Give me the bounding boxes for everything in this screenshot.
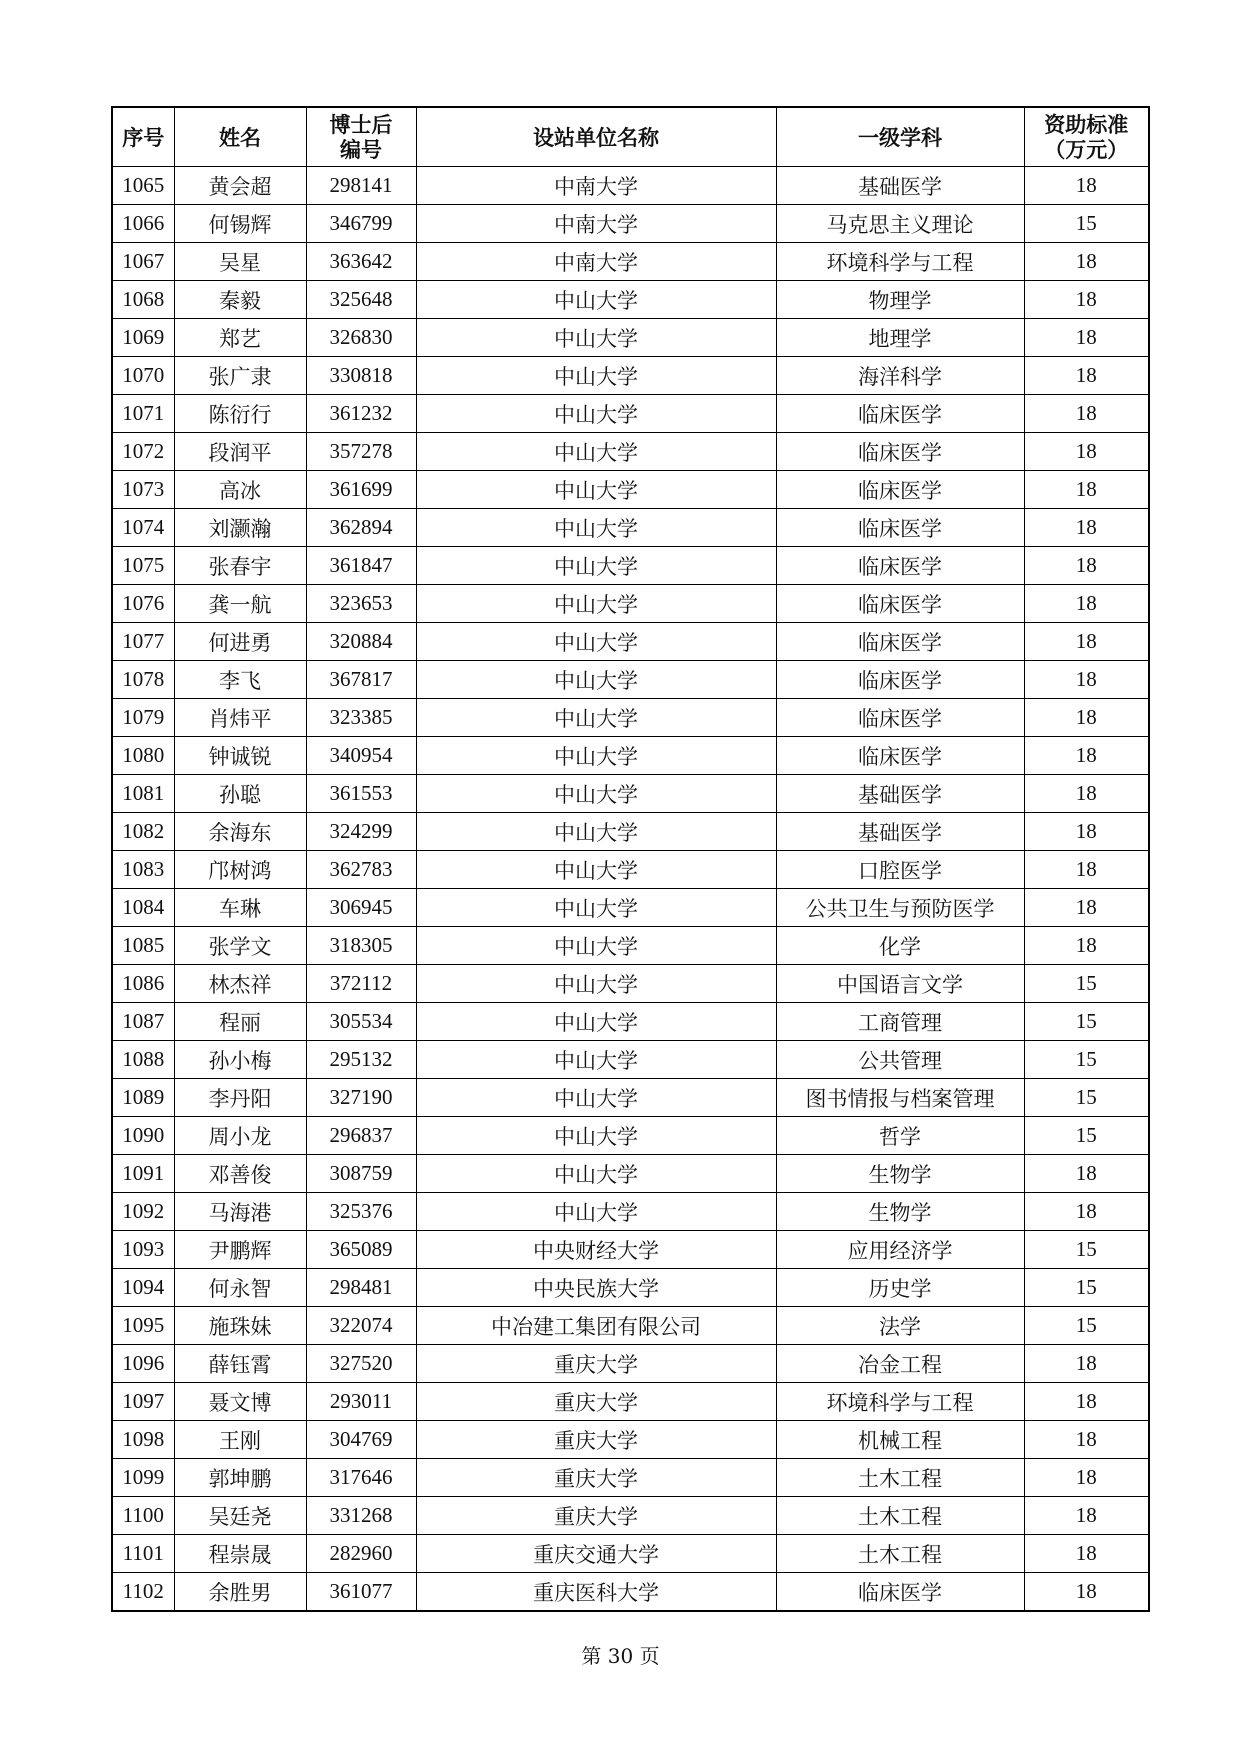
- cell-discipline: 临床医学: [776, 433, 1024, 471]
- cell-postdoc-id: 331268: [306, 1497, 416, 1535]
- cell-seq: 1099: [112, 1459, 174, 1497]
- cell-name: 林杰祥: [174, 965, 306, 1003]
- cell-funding: 18: [1024, 1383, 1149, 1421]
- cell-name: 吴星: [174, 243, 306, 281]
- cell-postdoc-id: 320884: [306, 623, 416, 661]
- cell-seq: 1102: [112, 1573, 174, 1612]
- table-row: [112, 623, 1149, 661]
- cell-unit: 中山大学: [416, 927, 776, 965]
- table-row: [112, 205, 1149, 243]
- cell-funding: 18: [1024, 1459, 1149, 1497]
- table-row: [112, 319, 1149, 357]
- cell-name: 刘灏瀚: [174, 509, 306, 547]
- cell-name: 余胜男: [174, 1573, 306, 1612]
- cell-unit: 中山大学: [416, 851, 776, 889]
- cell-postdoc-id: 361077: [306, 1573, 416, 1612]
- table-body: [112, 167, 1149, 1612]
- cell-unit: 中山大学: [416, 281, 776, 319]
- cell-unit: 重庆大学: [416, 1459, 776, 1497]
- cell-seq: 1073: [112, 471, 174, 509]
- cell-funding: 18: [1024, 737, 1149, 775]
- cell-postdoc-id: 340954: [306, 737, 416, 775]
- table-row: [112, 927, 1149, 965]
- cell-unit: 中山大学: [416, 319, 776, 357]
- cell-name: 李丹阳: [174, 1079, 306, 1117]
- cell-funding: 18: [1024, 585, 1149, 623]
- cell-postdoc-id: 327520: [306, 1345, 416, 1383]
- cell-unit: 中山大学: [416, 509, 776, 547]
- header-unit: 设站单位名称: [416, 107, 776, 167]
- cell-seq: 1087: [112, 1003, 174, 1041]
- cell-discipline: 临床医学: [776, 1573, 1024, 1612]
- cell-funding: 18: [1024, 889, 1149, 927]
- cell-seq: 1083: [112, 851, 174, 889]
- table-row: [112, 547, 1149, 585]
- cell-unit: 中山大学: [416, 1003, 776, 1041]
- cell-unit: 中山大学: [416, 623, 776, 661]
- cell-discipline: 物理学: [776, 281, 1024, 319]
- cell-name: 车琳: [174, 889, 306, 927]
- cell-discipline: 临床医学: [776, 737, 1024, 775]
- cell-name: 孙聪: [174, 775, 306, 813]
- cell-seq: 1086: [112, 965, 174, 1003]
- postdoc-funding-table: [111, 106, 1150, 1612]
- cell-seq: 1097: [112, 1383, 174, 1421]
- cell-seq: 1065: [112, 167, 174, 205]
- header-funding: 资助标准（万元）: [1024, 107, 1149, 167]
- header-postdoc-id: 博士后编号: [306, 107, 416, 167]
- cell-unit: 中山大学: [416, 1193, 776, 1231]
- table-row: [112, 1193, 1149, 1231]
- cell-postdoc-id: 361232: [306, 395, 416, 433]
- cell-seq: 1070: [112, 357, 174, 395]
- cell-funding: 15: [1024, 965, 1149, 1003]
- cell-name: 郑艺: [174, 319, 306, 357]
- cell-unit: 中山大学: [416, 813, 776, 851]
- cell-discipline: 化学: [776, 927, 1024, 965]
- cell-funding: 18: [1024, 661, 1149, 699]
- cell-postdoc-id: 357278: [306, 433, 416, 471]
- cell-discipline: 工商管理: [776, 1003, 1024, 1041]
- cell-postdoc-id: 282960: [306, 1535, 416, 1573]
- cell-discipline: 临床医学: [776, 585, 1024, 623]
- cell-postdoc-id: 324299: [306, 813, 416, 851]
- cell-postdoc-id: 325376: [306, 1193, 416, 1231]
- cell-discipline: 基础医学: [776, 775, 1024, 813]
- cell-discipline: 冶金工程: [776, 1345, 1024, 1383]
- table-row: [112, 1573, 1149, 1612]
- cell-name: 段润平: [174, 433, 306, 471]
- cell-discipline: 临床医学: [776, 395, 1024, 433]
- table-row: [112, 471, 1149, 509]
- cell-seq: 1088: [112, 1041, 174, 1079]
- cell-postdoc-id: 308759: [306, 1155, 416, 1193]
- cell-discipline: 法学: [776, 1307, 1024, 1345]
- cell-funding: 18: [1024, 775, 1149, 813]
- cell-discipline: 历史学: [776, 1269, 1024, 1307]
- cell-discipline: 应用经济学: [776, 1231, 1024, 1269]
- cell-funding: 18: [1024, 699, 1149, 737]
- cell-unit: 中山大学: [416, 1117, 776, 1155]
- table-row: [112, 281, 1149, 319]
- cell-funding: 18: [1024, 1193, 1149, 1231]
- cell-discipline: 生物学: [776, 1193, 1024, 1231]
- cell-seq: 1080: [112, 737, 174, 775]
- cell-funding: 18: [1024, 1155, 1149, 1193]
- cell-postdoc-id: 323385: [306, 699, 416, 737]
- cell-seq: 1077: [112, 623, 174, 661]
- cell-postdoc-id: 361699: [306, 471, 416, 509]
- table-row: [112, 965, 1149, 1003]
- cell-name: 周小龙: [174, 1117, 306, 1155]
- cell-funding: 15: [1024, 1117, 1149, 1155]
- cell-name: 何永智: [174, 1269, 306, 1307]
- cell-discipline: 临床医学: [776, 623, 1024, 661]
- cell-name: 张学文: [174, 927, 306, 965]
- table-row: [112, 357, 1149, 395]
- cell-funding: 18: [1024, 1421, 1149, 1459]
- cell-postdoc-id: 306945: [306, 889, 416, 927]
- cell-postdoc-id: 295132: [306, 1041, 416, 1079]
- cell-unit: 中山大学: [416, 1041, 776, 1079]
- cell-discipline: 公共卫生与预防医学: [776, 889, 1024, 927]
- cell-funding: 15: [1024, 1079, 1149, 1117]
- table-row: [112, 243, 1149, 281]
- cell-unit: 中山大学: [416, 471, 776, 509]
- table-row: [112, 1231, 1149, 1269]
- cell-postdoc-id: 362894: [306, 509, 416, 547]
- cell-discipline: 海洋科学: [776, 357, 1024, 395]
- cell-unit: 中南大学: [416, 167, 776, 205]
- cell-unit: 中南大学: [416, 243, 776, 281]
- table-row: [112, 1041, 1149, 1079]
- cell-seq: 1093: [112, 1231, 174, 1269]
- cell-unit: 重庆交通大学: [416, 1535, 776, 1573]
- cell-unit: 重庆大学: [416, 1421, 776, 1459]
- cell-funding: 18: [1024, 623, 1149, 661]
- cell-seq: 1096: [112, 1345, 174, 1383]
- cell-unit: 中山大学: [416, 965, 776, 1003]
- cell-funding: 18: [1024, 357, 1149, 395]
- cell-discipline: 临床医学: [776, 471, 1024, 509]
- cell-seq: 1071: [112, 395, 174, 433]
- table-row: [112, 889, 1149, 927]
- cell-seq: 1092: [112, 1193, 174, 1231]
- cell-funding: 18: [1024, 851, 1149, 889]
- cell-name: 王刚: [174, 1421, 306, 1459]
- cell-seq: 1082: [112, 813, 174, 851]
- cell-postdoc-id: 361553: [306, 775, 416, 813]
- table-row: [112, 1535, 1149, 1573]
- cell-postdoc-id: 372112: [306, 965, 416, 1003]
- cell-name: 吴廷尧: [174, 1497, 306, 1535]
- cell-postdoc-id: 317646: [306, 1459, 416, 1497]
- cell-postdoc-id: 322074: [306, 1307, 416, 1345]
- cell-name: 施珠妹: [174, 1307, 306, 1345]
- cell-name: 何锡辉: [174, 205, 306, 243]
- cell-postdoc-id: 363642: [306, 243, 416, 281]
- cell-name: 高冰: [174, 471, 306, 509]
- table-row: [112, 661, 1149, 699]
- table-row: [112, 1079, 1149, 1117]
- cell-funding: 18: [1024, 433, 1149, 471]
- cell-unit: 重庆大学: [416, 1383, 776, 1421]
- cell-discipline: 哲学: [776, 1117, 1024, 1155]
- table-row: [112, 775, 1149, 813]
- cell-funding: 15: [1024, 1269, 1149, 1307]
- cell-seq: 1068: [112, 281, 174, 319]
- cell-seq: 1101: [112, 1535, 174, 1573]
- table-row: [112, 1155, 1149, 1193]
- cell-name: 李飞: [174, 661, 306, 699]
- cell-seq: 1074: [112, 509, 174, 547]
- cell-postdoc-id: 305534: [306, 1003, 416, 1041]
- cell-name: 邓善俊: [174, 1155, 306, 1193]
- cell-postdoc-id: 293011: [306, 1383, 416, 1421]
- table-row: [112, 1497, 1149, 1535]
- cell-postdoc-id: 304769: [306, 1421, 416, 1459]
- cell-name: 张广隶: [174, 357, 306, 395]
- cell-postdoc-id: 346799: [306, 205, 416, 243]
- cell-postdoc-id: 327190: [306, 1079, 416, 1117]
- cell-seq: 1091: [112, 1155, 174, 1193]
- cell-discipline: 基础医学: [776, 813, 1024, 851]
- cell-funding: 18: [1024, 1535, 1149, 1573]
- table-row: [112, 1459, 1149, 1497]
- cell-discipline: 机械工程: [776, 1421, 1024, 1459]
- cell-name: 尹鹏辉: [174, 1231, 306, 1269]
- cell-unit: 中山大学: [416, 1079, 776, 1117]
- cell-postdoc-id: 298141: [306, 167, 416, 205]
- cell-postdoc-id: 325648: [306, 281, 416, 319]
- cell-postdoc-id: 298481: [306, 1269, 416, 1307]
- cell-postdoc-id: 296837: [306, 1117, 416, 1155]
- cell-discipline: 土木工程: [776, 1535, 1024, 1573]
- table-row: [112, 395, 1149, 433]
- cell-unit: 中山大学: [416, 661, 776, 699]
- cell-unit: 中山大学: [416, 699, 776, 737]
- cell-unit: 中山大学: [416, 395, 776, 433]
- cell-discipline: 中国语言文学: [776, 965, 1024, 1003]
- cell-discipline: 临床医学: [776, 661, 1024, 699]
- cell-funding: 18: [1024, 927, 1149, 965]
- cell-funding: 18: [1024, 1497, 1149, 1535]
- cell-seq: 1090: [112, 1117, 174, 1155]
- cell-postdoc-id: 367817: [306, 661, 416, 699]
- table-header-row: [112, 107, 1149, 167]
- cell-name: 黄会超: [174, 167, 306, 205]
- cell-funding: 18: [1024, 281, 1149, 319]
- roster-sheet: [111, 106, 1148, 1612]
- cell-funding: 15: [1024, 1231, 1149, 1269]
- cell-postdoc-id: 361847: [306, 547, 416, 585]
- cell-discipline: 基础医学: [776, 167, 1024, 205]
- cell-unit: 中央财经大学: [416, 1231, 776, 1269]
- cell-name: 邝树鸿: [174, 851, 306, 889]
- table-row: [112, 699, 1149, 737]
- cell-unit: 重庆大学: [416, 1345, 776, 1383]
- table-row: [112, 813, 1149, 851]
- cell-funding: 18: [1024, 319, 1149, 357]
- cell-postdoc-id: 365089: [306, 1231, 416, 1269]
- cell-postdoc-id: 362783: [306, 851, 416, 889]
- table-row: [112, 1003, 1149, 1041]
- cell-name: 秦毅: [174, 281, 306, 319]
- cell-discipline: 土木工程: [776, 1497, 1024, 1535]
- table-row: [112, 737, 1149, 775]
- cell-funding: 18: [1024, 395, 1149, 433]
- header-discipline: 一级学科: [776, 107, 1024, 167]
- table-row: [112, 1307, 1149, 1345]
- cell-seq: 1067: [112, 243, 174, 281]
- table-row: [112, 1117, 1149, 1155]
- cell-funding: 18: [1024, 813, 1149, 851]
- cell-funding: 18: [1024, 1573, 1149, 1612]
- cell-postdoc-id: 318305: [306, 927, 416, 965]
- cell-discipline: 临床医学: [776, 547, 1024, 585]
- cell-discipline: 土木工程: [776, 1459, 1024, 1497]
- cell-postdoc-id: 323653: [306, 585, 416, 623]
- cell-name: 陈衍行: [174, 395, 306, 433]
- table-row: [112, 1383, 1149, 1421]
- cell-unit: 中山大学: [416, 889, 776, 927]
- cell-postdoc-id: 330818: [306, 357, 416, 395]
- cell-discipline: 公共管理: [776, 1041, 1024, 1079]
- cell-seq: 1078: [112, 661, 174, 699]
- cell-discipline: 马克思主义理论: [776, 205, 1024, 243]
- cell-postdoc-id: 326830: [306, 319, 416, 357]
- cell-funding: 15: [1024, 1003, 1149, 1041]
- cell-unit: 中冶建工集团有限公司: [416, 1307, 776, 1345]
- cell-unit: 中央民族大学: [416, 1269, 776, 1307]
- cell-seq: 1098: [112, 1421, 174, 1459]
- cell-name: 龚一航: [174, 585, 306, 623]
- cell-discipline: 地理学: [776, 319, 1024, 357]
- cell-name: 程丽: [174, 1003, 306, 1041]
- cell-seq: 1094: [112, 1269, 174, 1307]
- cell-seq: 1075: [112, 547, 174, 585]
- table-row: [112, 433, 1149, 471]
- cell-discipline: 环境科学与工程: [776, 243, 1024, 281]
- cell-unit: 重庆大学: [416, 1497, 776, 1535]
- cell-seq: 1084: [112, 889, 174, 927]
- cell-funding: 15: [1024, 1307, 1149, 1345]
- cell-funding: 18: [1024, 243, 1149, 281]
- cell-name: 张春宇: [174, 547, 306, 585]
- cell-name: 钟诚锐: [174, 737, 306, 775]
- cell-name: 孙小梅: [174, 1041, 306, 1079]
- header-seq: 序号: [112, 107, 174, 167]
- cell-name: 薛钰霄: [174, 1345, 306, 1383]
- cell-funding: 18: [1024, 547, 1149, 585]
- cell-discipline: 图书情报与档案管理: [776, 1079, 1024, 1117]
- cell-discipline: 口腔医学: [776, 851, 1024, 889]
- cell-funding: 18: [1024, 471, 1149, 509]
- cell-name: 马海港: [174, 1193, 306, 1231]
- cell-unit: 中山大学: [416, 585, 776, 623]
- cell-unit: 中山大学: [416, 357, 776, 395]
- table-row: [112, 1269, 1149, 1307]
- cell-discipline: 生物学: [776, 1155, 1024, 1193]
- cell-funding: 18: [1024, 509, 1149, 547]
- cell-seq: 1069: [112, 319, 174, 357]
- cell-unit: 中山大学: [416, 737, 776, 775]
- cell-funding: 15: [1024, 1041, 1149, 1079]
- cell-name: 聂文博: [174, 1383, 306, 1421]
- cell-name: 程崇晟: [174, 1535, 306, 1573]
- cell-unit: 中山大学: [416, 775, 776, 813]
- cell-unit: 中山大学: [416, 433, 776, 471]
- cell-unit: 重庆医科大学: [416, 1573, 776, 1612]
- cell-seq: 1072: [112, 433, 174, 471]
- table-row: [112, 851, 1149, 889]
- cell-name: 肖炜平: [174, 699, 306, 737]
- table-row: [112, 1421, 1149, 1459]
- cell-discipline: 环境科学与工程: [776, 1383, 1024, 1421]
- cell-seq: 1095: [112, 1307, 174, 1345]
- cell-seq: 1085: [112, 927, 174, 965]
- cell-funding: 18: [1024, 167, 1149, 205]
- cell-unit: 中山大学: [416, 547, 776, 585]
- table-row: [112, 585, 1149, 623]
- cell-funding: 15: [1024, 205, 1149, 243]
- cell-unit: 中南大学: [416, 205, 776, 243]
- cell-seq: 1100: [112, 1497, 174, 1535]
- cell-seq: 1081: [112, 775, 174, 813]
- table-row: [112, 1345, 1149, 1383]
- cell-unit: 中山大学: [416, 1155, 776, 1193]
- cell-seq: 1066: [112, 205, 174, 243]
- page-footer: 第 30 页: [581, 1644, 660, 1668]
- cell-seq: 1076: [112, 585, 174, 623]
- table-row: [112, 167, 1149, 205]
- cell-discipline: 临床医学: [776, 699, 1024, 737]
- cell-name: 何进勇: [174, 623, 306, 661]
- table-row: [112, 509, 1149, 547]
- cell-name: 郭坤鹏: [174, 1459, 306, 1497]
- cell-name: 余海东: [174, 813, 306, 851]
- cell-discipline: 临床医学: [776, 509, 1024, 547]
- cell-funding: 18: [1024, 1345, 1149, 1383]
- cell-seq: 1079: [112, 699, 174, 737]
- header-name: 姓名: [174, 107, 306, 167]
- cell-seq: 1089: [112, 1079, 174, 1117]
